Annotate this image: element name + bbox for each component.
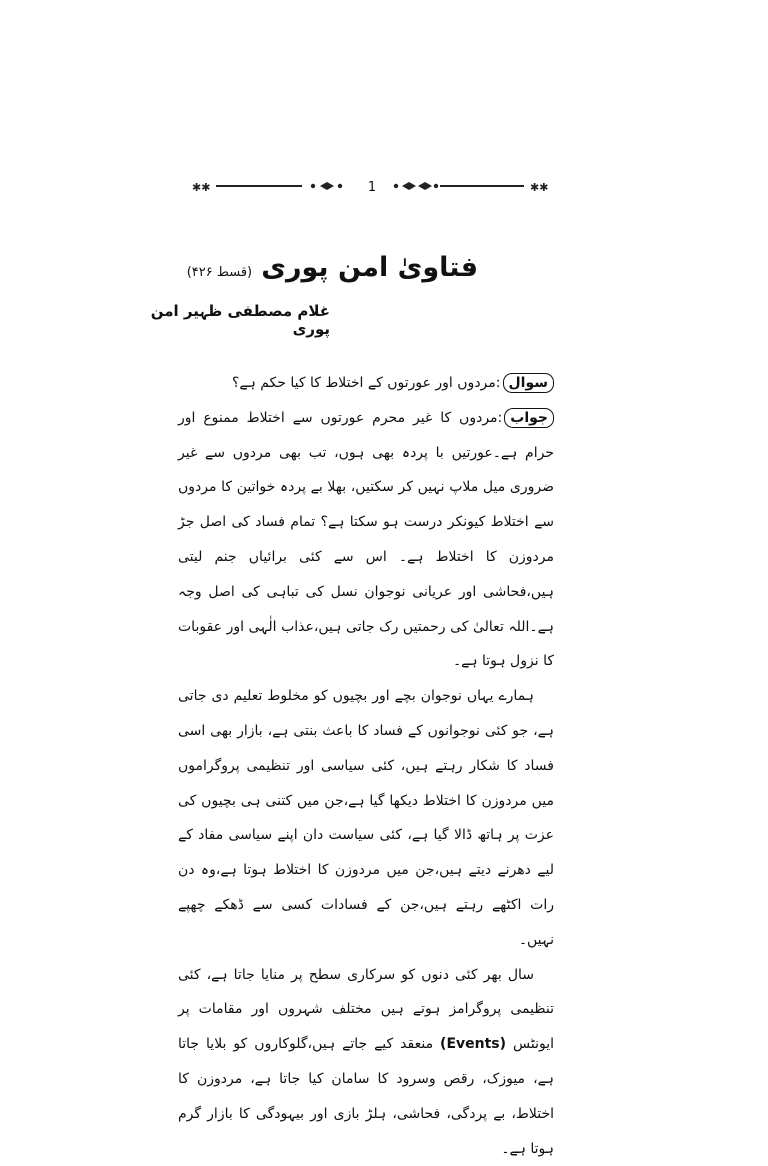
page-number: 1 xyxy=(367,180,377,195)
article-body xyxy=(178,366,554,1166)
question-text: :مردوں اور عورتوں کے اختلاط کا کیا حکم ہے؟ xyxy=(231,375,501,391)
paragraph-coeducation: ہمارے یہاں نوجوان بچے اور بچیوں کو مخلوط تعلیم دی جاتی ہے، جو کئی نوجوانوں کے فساد کا باعث بنتی ہے، بازار بھی اسی فساد کا شکار رہتے ہیں، کئی سیاسی اور تنظیمی پروگراموں میں مردوزن کا اختلاط دیکھا گیا ہے،جن میں کتنی ہی بچیوں کی عزت پر ہاتھ ڈالا گیا ہے، کئی سیاست دان اپنے سیاسی مفاد کے لیے دھرنے دیتے ہیں،جن میں مردوزن کا اختلاط ہوتا ہے،وہ دن رات اکٹھے رہتے ہیں،جن کے فسادات کسی سے ڈھکے چھپے نہیں۔ xyxy=(178,688,554,948)
paragraph-events xyxy=(178,958,554,1166)
article-title: فتاویٰ امن پوری xyxy=(261,252,478,283)
answer-paragraph xyxy=(178,401,554,679)
svg-text:✱✱: ✱✱ xyxy=(192,181,211,194)
svg-text:✱✱: ✱✱ xyxy=(530,181,549,194)
events-text-after: منعقد کیے جاتے ہیں،گلوکاروں کو بلایا جاتا ہے، میوزک، رقص وسرود کا سامان کیا جاتا ہے، مردوزن کا اختلاط، بے پردگی، فحاشی، ہلڑ بازی اور بیہودگی کا بازار گرم ہوتا ہے۔ xyxy=(178,1036,554,1157)
question-label: سوال xyxy=(503,373,555,393)
installment-number: (قسط ۴۲۶) xyxy=(186,265,253,280)
question-paragraph xyxy=(178,366,554,401)
answer-text: :مردوں کا غیر محرم عورتوں سے اختلاط ممنوع اور حرام ہے۔عورتیں با پردہ بھی ہوں، تب بھی مردوں سے غیر ضروری میل ملاپ نہیں کر سکتیں، بھلا بے پردہ خواتین کا مردوں سے اختلاط کیونکر درست ہو سکتا ہے؟ تمام فساد کی اصل جڑ مردوزن کا اختلاط ہے۔ اس سے کئی برائیاں جنم لیتی ہیں،فحاشی اور عریانی نوجوان نسل کی تباہی کی اصل وجہ ہے۔اللہ تعالیٰ کی رحمتیں رک جاتی ہیں،عذاب الٰہی اور عقوبات کا نزول ہوتا ہے۔ xyxy=(178,409,554,670)
events-english-term: (Events) xyxy=(440,1036,507,1053)
author-name: غلام مصطفی ظہیر امن پوری xyxy=(150,302,330,338)
answer-label: جواب xyxy=(504,408,554,428)
article-title-row xyxy=(186,252,478,283)
events-text-before: سال بھر کئی دنوں کو سرکاری سطح پر منایا جاتا ہے، کئی تنظیمی پروگرامز ہوتے ہیں مختلف شہروں اور مقامات پر ایونٹس xyxy=(178,966,555,1053)
